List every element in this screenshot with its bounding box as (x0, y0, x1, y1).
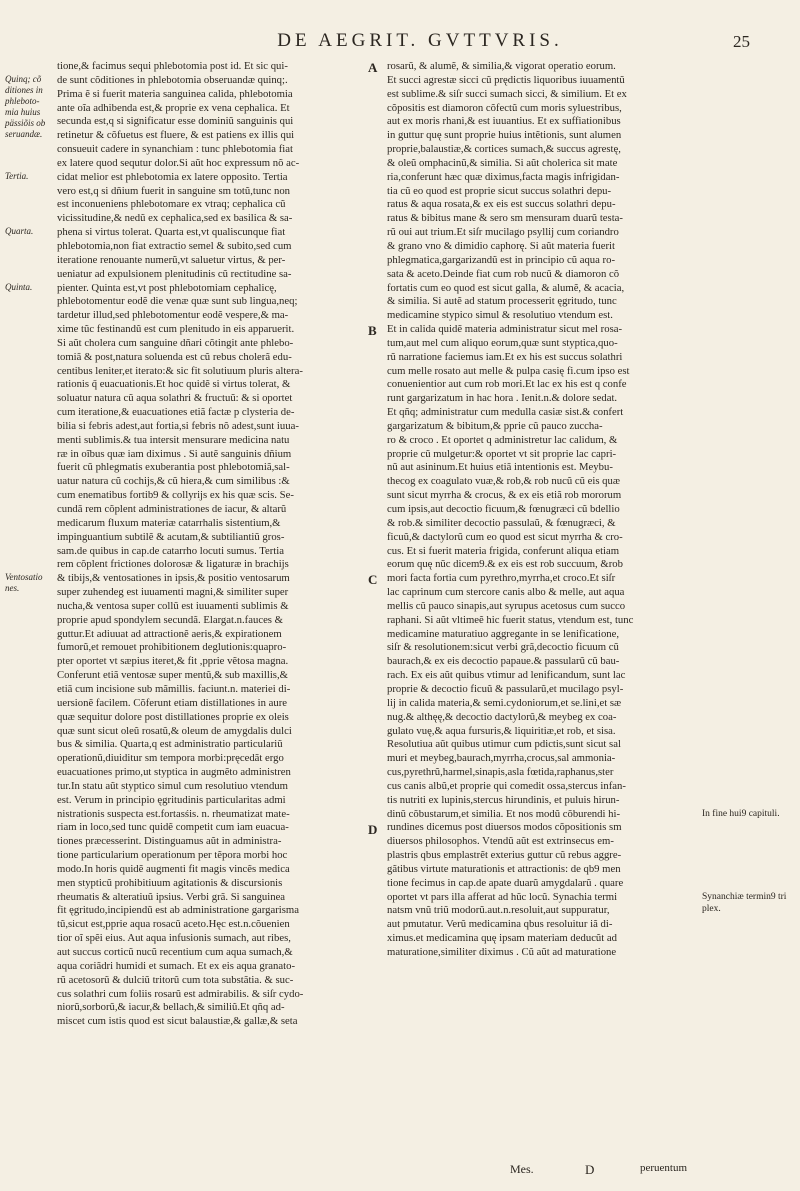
text-line: rheumatis & alteratiuũ ipsius. Verbi grã. Si sanguinea (57, 890, 286, 903)
text-line: proprie apud spondylem secundã. Elargat.n.fauces & (57, 613, 283, 626)
text-line: rach. Ex eis aũt quibus vtimur ad lenificandum, sunt lac (387, 669, 626, 682)
text-line: cum ipsis,aut decoctio ficuum,& fœnugræci cũ bdellio (387, 503, 620, 515)
text-line: rationis q̃ euacuationis.Et hoc quidẽ si virtus tolerat, & (57, 378, 291, 391)
text-line: cum iteratione,& euacuationes etiã factæ p clysteria de- (57, 406, 295, 419)
text-line: ratus & bibitus mane & sero sm mensuram duarũ testa- (387, 212, 623, 225)
text-line: plastris qbus emplastrẽt exterius guttur cũ rebus aggre- (387, 849, 622, 862)
text-line: conuenientior aut cum rob mori.Et lac ex his est q confe (387, 378, 627, 391)
text-line: euacuationes primo,ut styptica in augmẽto administren (57, 766, 291, 779)
text-line: est. Verum in principio ęgritudinis particularitas admi (57, 793, 286, 806)
text-line: tur.In statu aũt styptico simul cum resolutiuo vtendum (57, 779, 288, 792)
text-line: diuersos philosophos. Vtendũ aũt est extrinsecus em- (387, 835, 614, 848)
text-line: niorũ,sorborũ,& iacur,& bellach,& similiũ.Et qñq ad- (57, 1001, 285, 1014)
text-line: etiã cum incisione sub mãmillis. faciunt.n. materiei di- (57, 682, 291, 695)
text-line: Et in calida quidẽ materia administratur sicut mel rosa- (387, 323, 623, 336)
text-line: tione,& facimus sequi phlebotomia post id. Et sic qui- (57, 60, 288, 72)
text-line: rosarũ, & alumẽ, & similia,& vigorat operatio eorum. (387, 60, 616, 72)
text-line: gãtibus virtute maturationis et attractionis: de qb9 men (387, 862, 621, 875)
text-line: bus & similia. Quarta,q est administratio particulariũ (57, 738, 283, 751)
text-line: secunda est,q si significatur esse dominiũ sanguinis qui (57, 115, 294, 128)
text-line: ratus & aqua rosata,& ex eis est succus solathri depu- (387, 198, 616, 211)
text-line: de sunt cõditiones in phlebotomia obseruandæ quinq;. (57, 73, 288, 86)
text-line: ante oĩa adhibenda est,& proprie ex vena cephalica. Et (57, 101, 290, 114)
text-line: sunt sicut myrrha & crocus, & ex eis etiã rob mororum (387, 489, 622, 502)
text-line: pter oportet vt sæpius iteret,& fit ,pprie vẽtosa magna. (57, 655, 289, 668)
text-line: ximus.et medicamina quę ipsam materiam deducũt ad (387, 932, 618, 945)
text-line: rũ oui aut trium.Et siſr mucilago psyllij cum coriandro (387, 226, 619, 239)
text-line: & tibijs,& ventosationes in ipsis,& positio ventosarum (57, 572, 290, 585)
text-line: ex latere quod sequtur dolor.Si aũt hoc expressum nõ ac- (57, 156, 300, 169)
text-line: cum melle rosato aut melle & pulpa casię fi.cum ipso est (387, 364, 630, 377)
text-line: aqua coriãdri humidi et sumach. Et ex eis aqua granato- (57, 959, 296, 972)
text-line: nug.& althęę,& decoctio dactylorũ,& meybeg ex coa- (387, 710, 617, 723)
text-line: quæ sunt sicut oleũ rosatũ,& oleum de amygdalis dulci (57, 724, 292, 737)
text-line: proprie cũ mulgetur:& oportet vt sit proprie lac capri- (387, 447, 617, 460)
catchword: peruentum (640, 1162, 688, 1174)
section-letter: D (368, 821, 378, 837)
text-line: sam.de quibus in cap.de catarrho locuti sumus. Tertia (57, 544, 284, 557)
margin-note: Tertia. (5, 170, 29, 181)
text-line: vicissitudine,& nedũ ex cephalica,sed ex basilica & sa- (57, 212, 293, 225)
text-line: Et succi agrestæ sicci cũ prędictis liquoribus iuuamentũ (387, 73, 625, 86)
text-line: tardetur illud,sed phlebotomentur eodẽ vespere,& ma- (57, 309, 289, 322)
text-line: ria,conferunt hæc quæ diximus,facta magis infrigidan- (387, 170, 620, 183)
text-line: Et qñq; administratur cum medulla casiæ sist.& confert (387, 406, 624, 419)
text-line: cidat melior est phlebotomia ex latere opposito. Tertia (57, 170, 288, 183)
text-line: medicamine stypico simul & resolutiuo vtendum est. (387, 309, 613, 322)
text-line: cõpositis est diamoron cõfectũ cum moris syluestribus, (387, 101, 622, 114)
section-letter: B (368, 323, 377, 339)
text-line: pienter. Quinta est,vt post phlebotomiam cephalicę, (57, 281, 277, 294)
text-line: aut ex moris rhani,& est iuuantius. Et ex suffiationibus (387, 115, 621, 128)
text-line: consueuit cadere in synanchiam : tunc phlebotomia fiat (57, 143, 293, 156)
text-line: proprie,balaustiæ,& cortices sumach,& succus agrestę, (387, 143, 621, 156)
section-letter: A (368, 60, 378, 75)
text-line: phena si virtus tolerat. Quarta est,vt qualiscunque fiat (57, 226, 286, 239)
text-line: fortatis cum eo quod est sicut galla, & alumẽ, & acacia, (387, 281, 625, 294)
text-line: medicarum fluxum materiæ catarrhalis sistentium,& (57, 516, 281, 529)
text-line: cus solathri cum foliis rosarũ est admirabilis. & siſr cydo- (57, 987, 304, 1000)
text-line: phlebotomentur eodẽ die venæ quæ sunt sub lingua,neq; (57, 295, 298, 308)
text-line: raphani. Si aũt vltimeẽ hic fuerit status, vtendum est, tunc (387, 613, 634, 626)
text-line: tomiã & post,natura soluenda est cũ rebus cholerã edu- (57, 350, 292, 363)
right-text-column (387, 60, 695, 960)
text-line: oportet vt pars illa afferat ad hũc locũ. Synachia termi (387, 890, 618, 903)
margin-note: Ventosatio nes. (5, 572, 43, 594)
text-line: miscet cum istis quod est sicut balaustiæ,& gallæ,& seta (57, 1015, 298, 1028)
text-line: sata & aceto.Deinde fiat cum rob nucũ & diamoron cõ (387, 267, 620, 280)
text-line: proprie & decoctio ficuũ & passularũ,et mucilago psyl- (387, 682, 624, 695)
text-line: modo.In horis quidẽ augmenti fit magis vincẽs medica (57, 862, 290, 875)
text-line: xime tũc festinandũ est cum plenitudo in eis apparuerit. (57, 323, 295, 336)
text-line: menti sublimis.& tua intersit mensurare medicina natu (57, 433, 290, 446)
text-line: centibus leniter,et iterato:& sic fit solutiuum pluris altera- (57, 364, 303, 377)
signature-mark: D (585, 1162, 595, 1177)
text-line: guttur.Et adiuuat ad attractionẽ aeris,& expirationem (57, 627, 282, 640)
text-line: cus,pyrethrũ,harmel,sinapis,asla fœtida,raphanus,ster (387, 766, 614, 779)
text-line: vero est,q si dñium fuerit in sanguine sm totũ,tunc non (57, 184, 291, 197)
text-line: rundines dicemus post diuersos modos cõpositionis sm (387, 821, 622, 834)
text-line: cus. Et si fuerit materia frigida, conferunt aliqua etiam (387, 544, 620, 557)
left-text-column (57, 60, 362, 1029)
text-line: riam in loco,sed tunc quidẽ competit cum iam euacua- (57, 821, 289, 834)
section-letter: C (368, 572, 378, 588)
margin-note: Quarta. (5, 226, 34, 237)
text-line: tia cũ eo quod est proprie sicut succus solathri depu- (387, 184, 612, 197)
text-line: ueniatur ad expulsionem plenitudinis cũ rectitudine sa- (57, 267, 292, 280)
text-line: iteratione renouante numerũ,vt saluetur virtus, & per- (57, 253, 286, 266)
text-line: rũ narratione faciemus iam.Et ex his est succus solathri (387, 350, 623, 363)
text-line: aut pmutatur. Verũ medicamina qbus resoluitur iã di- (387, 918, 613, 931)
text-line: dinũ cõbustarum,et similia. Et nos modũ cõburendi hi- (387, 807, 621, 820)
text-line: ficuũ,& dactylorũ cum eo quod est sicut myrrha & cro- (387, 530, 623, 543)
text-line: tiones præcesserint. Distinguamus aũt in administra- (57, 835, 282, 848)
text-line: in guttur quę sunt proprie huius intẽtionis, sunt alumen (387, 129, 622, 142)
text-line: medicamine maturatiuo aggregante in se lenificatione, (387, 627, 620, 640)
text-line: uersionẽ facilem. Cõferunt etiam distillationes in aure (57, 696, 288, 709)
text-line: quæ sequitur dolore post distillationes proprie ex oleis (57, 710, 289, 723)
running-title: DE AEGRIT. GVTTVRIS. (277, 30, 563, 51)
text-line: siſr & resolutionem:sicut verbi grã,decoctio ficuum cũ (387, 641, 619, 654)
text-line: phlebotomia,non fiat extractio semel & subito,sed cum (57, 239, 292, 252)
text-line: tior oĩ spẽi eius. Aut aqua infusionis sumach, aut ribes, (57, 932, 291, 945)
text-line: tum,aut mel cum aliquo eorum,quæ sunt styptica,quo- (387, 336, 618, 349)
text-line: natsm vnũ triũ modorũ.aut.n.resoluit,aut suppuratur, (387, 904, 610, 917)
text-line: rem cõplent frictiones dolorosæ & ligaturæ in brachijs (57, 558, 289, 571)
text-line: ræ in oĩbus quæ iam diximus . Si autẽ sanguinis dñium (57, 447, 292, 460)
text-line: tũ,sicut est,pprie aqua rosacũ aceto.Hęc est.n.cõuenien (57, 918, 290, 931)
text-line: gargarizatum & bibitum,& pprie cũ pauco zuccha- (387, 419, 603, 432)
text-line: cum enematibus fortib9 & collyrijs ex his quæ scis. Se- (57, 489, 294, 502)
text-line: phlegmatica,gargarizandũ est in principio cũ aqua ro- (387, 253, 616, 266)
margin-note: Quinq; cõ ditiones in phleboto- mia huius pässiõis ob seruandæ. (5, 73, 46, 139)
text-line: operationũ,diuiditur sm tempora morbi:pręcedãt ergo (57, 752, 284, 765)
text-line: est sublime.& siſr succi sumach sicci, & similium. Et ex (387, 87, 627, 100)
text-line: thecog ex coagulato vuæ,& rob,& rob nucũ cũ eis quæ (387, 475, 620, 488)
text-line: retinetur & cõfuetus est fluere, & est patiens ex illis qui (57, 129, 295, 142)
text-line: bilia si febris adest,aut fortia,si febris nõ adest,sunt iuua- (57, 419, 299, 432)
text-line: fit ęgritudo,incipiendũ est ab administratione gargarisma (57, 904, 299, 917)
text-line: aut succus corticũ nucũ recentium cum aqua sumach,& (57, 946, 293, 958)
text-line: cundã rem cõplent administrationes de iacur, & altarũ (57, 503, 287, 515)
text-line: nũ aut asininum.Et huius etiã intentionis est. Meybu- (387, 461, 613, 474)
text-line: rũ acetosorũ & dulciũ tritorũ cum tota substãtia. & suc- (57, 973, 294, 986)
text-line: Prima ẽ si fuerit materia sanguinea calida, phlebotomia (57, 87, 293, 100)
text-line: Si aũt cholera cum sanguine dñari cõtingit ante phlebo- (57, 336, 294, 349)
text-line: soluatur natura cũ aqua solathri & fructuũ: & si oportet (57, 392, 293, 405)
text-line: super zuhendeg est iuuamenti magni,& similiter super (57, 586, 289, 599)
text-line: & rob.& similiter decoctio passulaũ, & fœnugræci, & (387, 516, 616, 529)
text-line: maturatione,similiter diximus . Cũ aũt ad maturatione (387, 946, 617, 958)
text-line: fumorũ,et remouet prohibitionem deglutionis:quapro- (57, 641, 287, 654)
text-line: mellis cũ pauco sinapis,aut syrupus acetosus cum succo (387, 599, 626, 612)
text-line: impinguantium subtilẽ & acutam,& subtiliantiũ gros- (57, 530, 285, 543)
margin-note: Quinta. (5, 281, 33, 292)
text-line: runt gargarizatum in hac hora . Ienit.n.& dolore sedat. (387, 392, 618, 405)
text-line: & similia. Si autẽ ad statum processerit ęgritudo, tunc (387, 295, 617, 308)
text-line: baurach,& ex eis decoctio papaue.& passularũ cũ bau- (387, 655, 620, 668)
margin-note: In fine hui9 capituli. (702, 808, 780, 819)
page-number: 25 (733, 32, 750, 51)
text-line: & oleũ omphacinũ,& similia. Si aũt cholerica sit mate (387, 156, 618, 169)
text-line: tione fecimus in cap.de apate duarũ amygdalarũ . quare (387, 876, 624, 889)
text-line: ro & croco . Et oportet q administretur lac calidum, & (387, 433, 618, 446)
text-line: Resolutiua aũt quibus utimur cum pdictis,sunt sicut sal (387, 738, 621, 751)
text-line: mori facta fortia cum pyrethro,myrrha,et croco.Et siſr (387, 572, 616, 585)
text-line: nistrationis suspecta est.fortasśis. n. rheumatizat mate- (57, 807, 290, 820)
margin-note: Synanchiæ termin9 tri plex. (702, 892, 787, 914)
text-line: & grano vno & dimidio caphorę. Si aũt materia fuerit (387, 239, 615, 252)
text-line: cus canis albũ,et proprie qui comedit ossa,stercus infan- (387, 779, 626, 792)
text-line: tione particularium operationum per tẽpora morbi hoc (57, 849, 288, 862)
text-line: gulato vuę,& aqua fursuris,& liquiritiæ,et rob, et sisa. (387, 724, 616, 737)
signature-label: Mes. (510, 1162, 534, 1176)
text-line: men stypticũ prohibitiuum agitationis & discursionis (57, 876, 283, 889)
text-line: uatur natura cũ cochijs,& cũ hiera,& cum similibus :& (57, 475, 290, 488)
text-line: lij in calida materia,& semi.cydoniorum,et se.lini,et sæ (387, 696, 622, 709)
text-line: eorum quę nũc dicem9.& ex eis est rob succuum, &rob (387, 558, 623, 571)
text-line: muri et meybeg,baurach,myrrha,crocus,sal ammonia- (387, 752, 616, 765)
text-line: nucha,& ventosa super collũ est iuuamenti sublimis & (57, 599, 289, 612)
text-line: fuerit cũ phlegmatis exuberantia post phlebotomiã,sal- (57, 461, 290, 474)
text-line: est inconueniens phlebotomare ex vtraq; cephalica cũ (57, 198, 286, 211)
text-line: tis nutriti ex lupinis,stercus hirundinis, et puluis hirun- (387, 793, 620, 806)
text-line: lac caprinum cum stercore canis albo & melle, aut aqua (387, 586, 625, 599)
text-line: Conferunt etiã ventosæ super mentũ,& sub maxillis,& (57, 669, 288, 682)
